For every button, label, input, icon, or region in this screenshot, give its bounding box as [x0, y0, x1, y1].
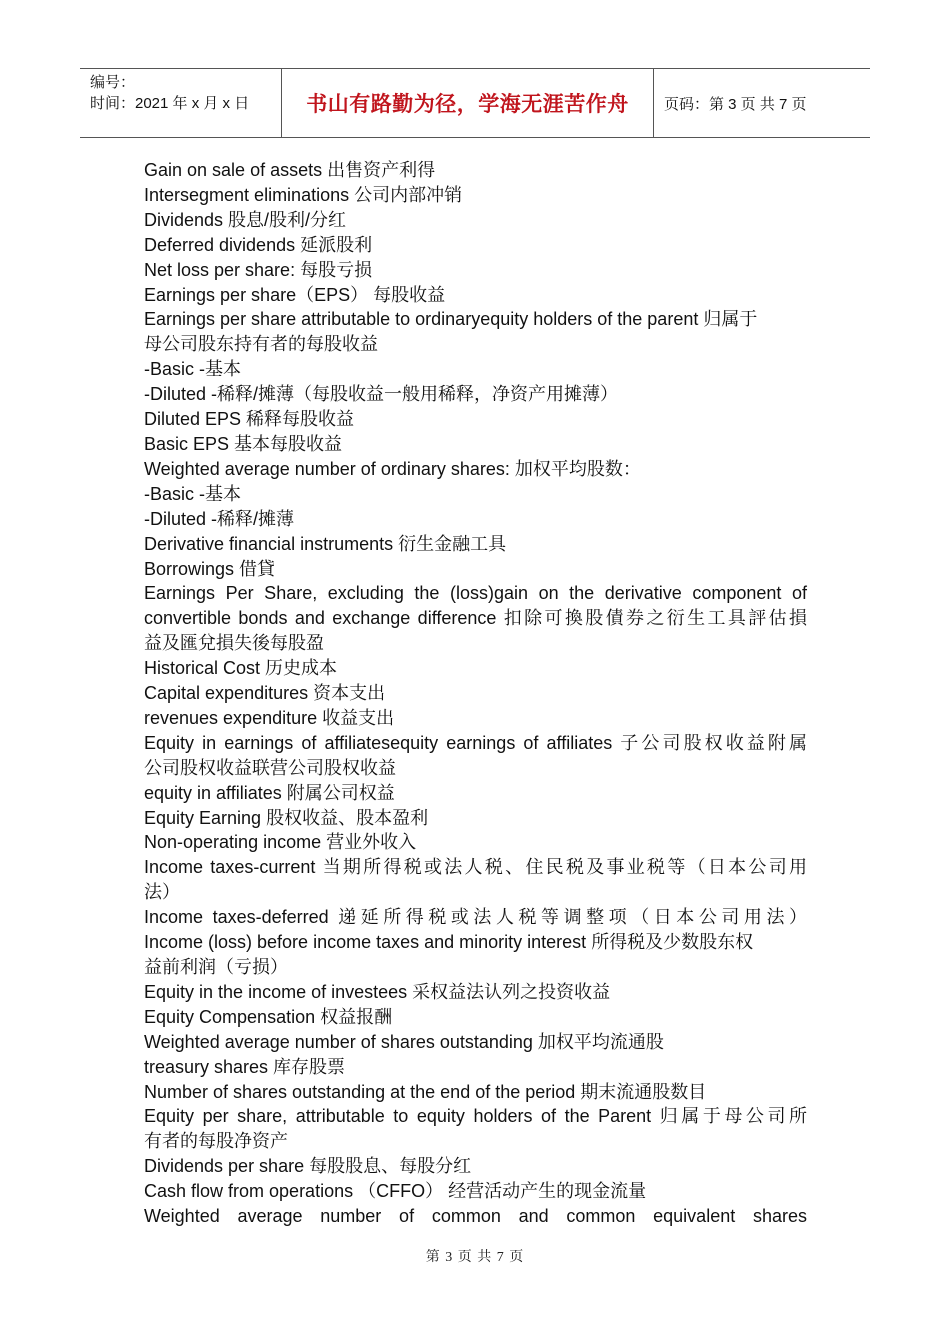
glossary-body: [144, 158, 807, 1229]
page-footer: 第 3 页 共 7 页: [425, 1250, 525, 1265]
glossary-line: treasury shares 库存股票: [144, 1056, 346, 1077]
glossary-line: Weighted average number of shares outstanding 加权平均流通股: [144, 1031, 664, 1052]
glossary-line: Derivative financial instruments 衍生金融工具: [144, 533, 507, 554]
glossary-line: Weighted average number of common and common equivalent shares: [144, 1206, 807, 1227]
glossary-line: revenues expenditure 收益支出: [144, 707, 395, 728]
glossary-line: 公司股权收益联营公司股权收益: [144, 757, 396, 778]
glossary-line: Net loss per share: 每股亏损: [144, 259, 373, 280]
glossary-line: Historical Cost 历史成本: [144, 658, 338, 679]
glossary-line: Earnings per share（EPS） 每股收益: [144, 284, 446, 305]
glossary-line: Income (loss) before income taxes and minority interest 所得税及少数股东权: [144, 932, 754, 953]
glossary-line: 母公司股东持有者的每股收益: [144, 334, 378, 355]
glossary-line: 益及匯兌損失後每股盈: [144, 633, 324, 654]
glossary-line: Basic EPS 基本每股收益: [144, 433, 343, 454]
glossary-line: Deferred dividends 延派股利: [144, 234, 373, 255]
glossary-line: equity in affiliates 附属公司权益: [144, 782, 395, 803]
glossary-line: Equity Earning 股权收益、股本盈利: [144, 807, 429, 828]
glossary-line: Equity in earnings of affiliatesequity earnings of affiliates 子公司股权收益附属: [144, 732, 807, 753]
glossary-line: 益前利润（亏损）: [144, 957, 288, 977]
glossary-line: -Basic -基本: [144, 359, 242, 380]
glossary-line: Number of shares outstanding at the end of the period 期末流通股数目: [144, 1081, 707, 1102]
glossary-line: -Diluted -稀释/摊薄（每股收益一般用稀释，净资产用摊薄）: [144, 384, 619, 405]
header-meta-cell: [80, 69, 282, 137]
glossary-line: Dividends per share 每股股息、每股分红: [144, 1156, 472, 1177]
glossary-line: Income taxes-current 当期所得税或法人税、住民税及事业税等（日本公司用: [144, 857, 807, 878]
glossary-line: Dividends 股息/股利/分红: [144, 209, 347, 230]
header-motto: 书山有路勤为径，学海无涯苦作舟: [282, 69, 654, 137]
glossary-line: convertible bonds and exchange difference 扣除可換股債券之衍生工具評估損: [144, 608, 807, 629]
doc-date: 时间：2021 年 x 月 x 日: [90, 95, 250, 112]
glossary-line: Diluted EPS 稀释每股收益: [144, 409, 355, 430]
glossary-line: Equity per share, attributable to equity holders of the Parent 归属于母公司所: [144, 1106, 807, 1127]
glossary-line: -Basic -基本: [144, 483, 242, 504]
glossary-line: Non-operating income 营业外收入: [144, 832, 417, 853]
glossary-line: Weighted average number of ordinary shares: 加权平均股数：: [144, 458, 641, 479]
glossary-line: Equity in the income of investees 采权益法认列之投资收益: [144, 981, 611, 1002]
glossary-line: Intersegment eliminations 公司内部冲销: [144, 184, 463, 205]
glossary-line: Gain on sale of assets 出售资产利得: [144, 160, 436, 180]
header-page-info: 页码：第 3 页 共 7 页: [664, 95, 807, 113]
glossary-line: -Diluted -稀释/摊薄: [144, 508, 295, 529]
glossary-line: Earnings Per Share, excluding the (loss)gain on the derivative component of: [144, 583, 807, 604]
page-header: [80, 68, 870, 138]
doc-number-label: 编号：: [90, 74, 136, 91]
glossary-line: 法）: [144, 882, 180, 903]
glossary-line: Borrowings 借貸: [144, 558, 276, 579]
glossary-line: Equity Compensation 权益报酬: [144, 1006, 393, 1027]
glossary-line: Cash flow from operations （CFFO） 经营活动产生的现金流量: [144, 1181, 647, 1202]
glossary-line: Income taxes-deferred 递延所得税或法人税等调整项（日本公司用法）: [144, 907, 807, 928]
glossary-line: Capital expenditures 资本支出: [144, 683, 386, 704]
glossary-line: 有者的每股净资产: [144, 1131, 288, 1152]
glossary-line: Earnings per share attributable to ordinaryequity holders of the parent 归属于: [144, 309, 758, 330]
